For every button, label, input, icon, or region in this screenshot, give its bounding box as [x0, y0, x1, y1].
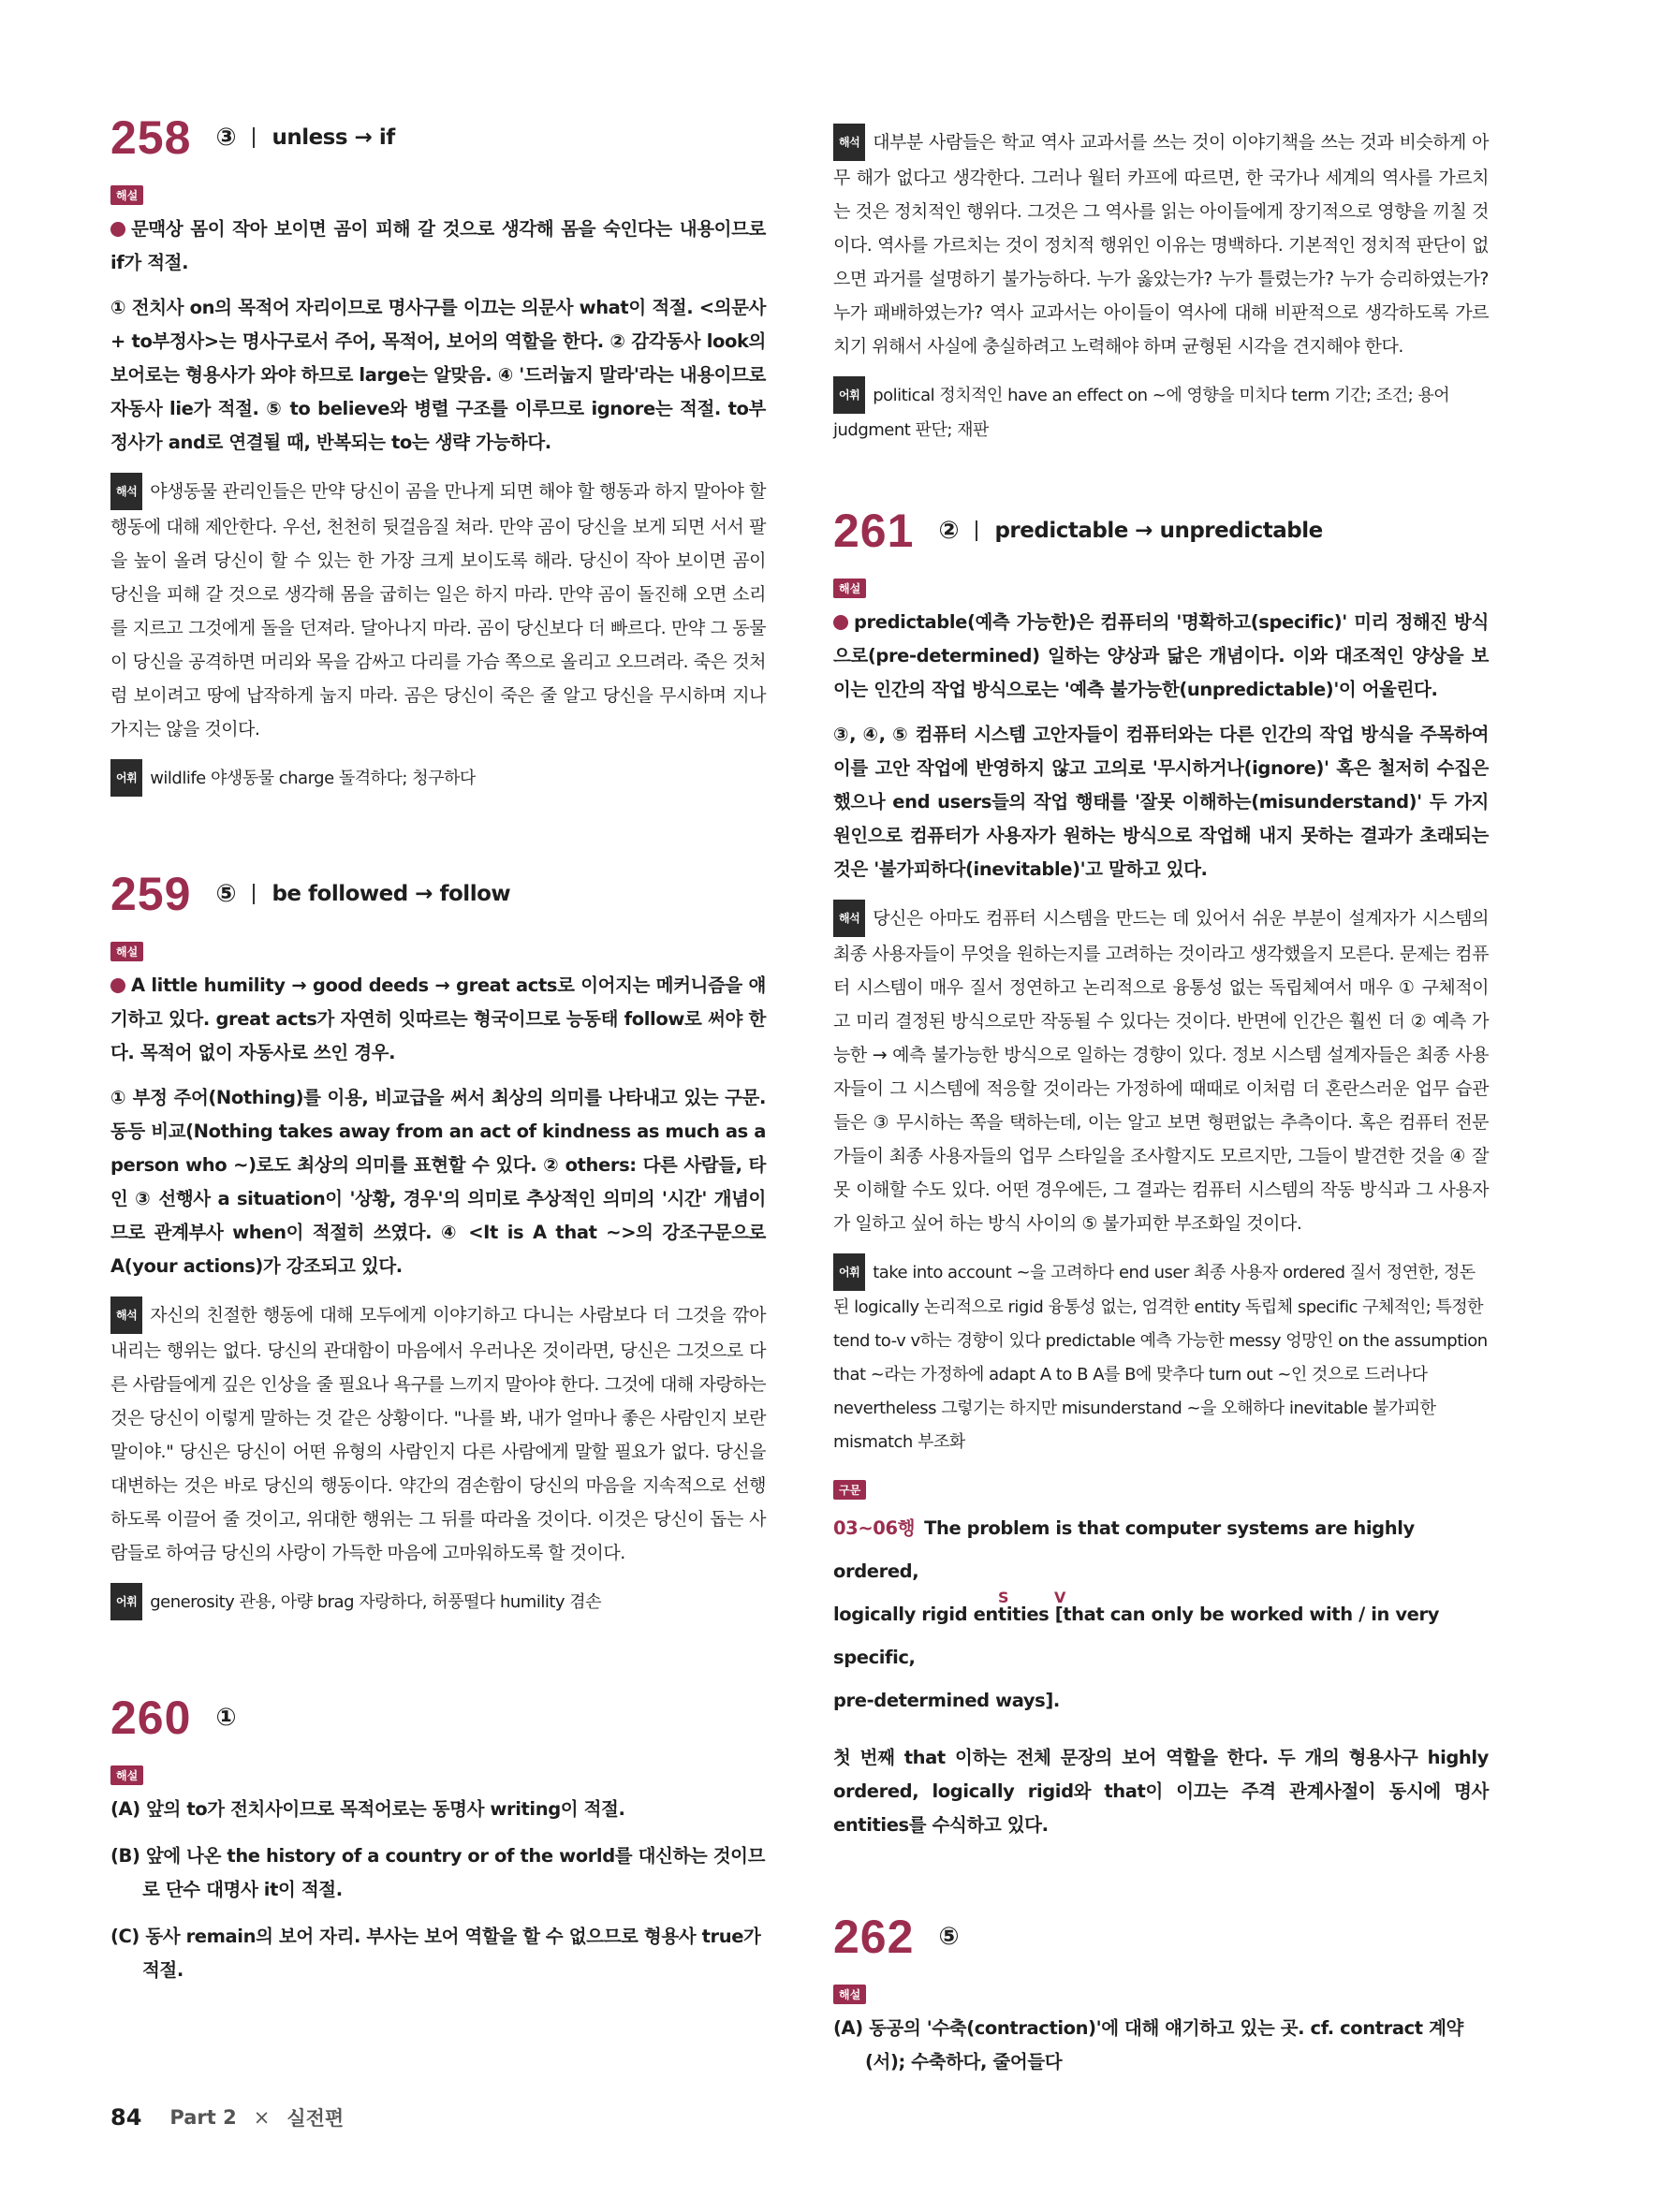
explanation-badge: 해설: [833, 579, 866, 598]
page-footer: [110, 2103, 344, 2131]
explanation-options: ③, ④, ⑤ 컴퓨터 시스템 고안자들이 컴퓨터와는 다른 인간의 작업 방식을 주목하여 이를 고안 작업에 반영하지 않고 고의로 '무시하거나(ignore)' 혹은 철저히 수집은 했으나 end users들의 작업 행태를 '잘못 이해하는(misunderstand)' 두 가지 원인으로 컴퓨터가 사용자가 원하는 방식으로 작업해 내지 못하는 결과가 초래되는 것은 '불가피하다(inevitable)'고 말하고 있다.: [833, 724, 1489, 880]
translation: 해석 자신의 친절한 행동에 대해 모두에게 이야기하고 다니는 사람보다 더 그것을 깎아내리는 행위는 없다. 당신의 관대함이 마음에서 우러나온 것이라면, 당신은 그것으로 다른 사람들에게 깊은 인상을 줄 필요나 욕구를 느끼지 말아야 한다. 그것에 대해 자랑하는 것은 당신이 이렇게 말하는 것 같은 상황이다. "나를 봐, 내가 얼마나 좋은 사람인지 보란 말이야." 당신은 당신이 어떤 유형의 사람인지 다른 사람에게 말할 필요가 없다. 당신을 대변하는 것은 바로 당신의 행동이다. 약간의 겸손함이 당신의 마음을 지속적으로 선행하도록 이끌어 줄 것이고, 위대한 행위는 그 뒤를 따라올 것이다. 이것은 당신이 돕는 사람들로 하여금 당신의 사랑이 가득한 마음에 고마워하도록 할 것이다.: [110, 1296, 766, 1570]
explanation-badge: 해설: [833, 1985, 866, 2004]
explanation-item-a: (A) 동공의 '수축(contraction)'에 대해 얘기하고 있는 곳. cf. contract 계약(서); 수축하다, 줄어들다: [833, 2017, 1463, 2073]
translation-badge: 해석: [110, 1296, 142, 1334]
translation: 해석 당신은 아마도 컴퓨터 시스템을 만드는 데 있어서 쉬운 부분이 설계자가 시스템의 최종 사용자들이 무엇을 원하는지를 고려하는 것이라고 생각했을지 모른다. 문제는 컴퓨터 시스템이 매우 질서 정연하고 논리적으로 융통성 없는 독립체여서 매우 ① 구체적이고 미리 결정된 방식으로만 작동될 수 있다는 것이다. 반면에 인간은 훨씬 더 ② 예측 가능한 → 예측 불가능한 방식으로 일하는 경향이 있다. 정보 시스템 설계자들은 최종 사용자들이 그 시스템에 적응할 것이라는 가정하에 때때로 이처럼 더 혼란스러운 업무 습관들은 ③ 무시하는 쪽을 택하는데, 이는 알고 보면 형편없는 추측이다. 혹은 컴퓨터 전문가들이 최종 사용자들의 업무 스타일을 조사할지도 모르지만, 그들이 발견한 것을 ④ 잘못 이해할 수도 있다. 어떤 경우에든, 그 결과는 컴퓨터 시스템의 작동 방식과 그 사용자가 일하고 싶어 하는 방식 사이의 ⑤ 불가피한 부조화일 것이다.: [833, 900, 1489, 1240]
question-260-header: [110, 1691, 766, 1745]
explanation-options: ① 부정 주어(Nothing)를 이용, 비교급을 써서 최상의 의미를 나타내고 있는 구문. 동등 비교(Nothing takes away from an act of kindness as much as a person who ~)로도 최상의 의미를 표현할 수 있다. ② others: 다른 사람들, 타인 ③ 선행사 a situation이 '상황, 경우'의 의미로 추상적인 의미의 '시간' 개념이므로 관계부사 when이 적절히 쓰였다. ④ <It is A that ~>의 강조구문으로 A(your actions)가 강조되고 있다.: [110, 1087, 766, 1277]
vocabulary-260: 어휘 political 정치적인 have an effect on ~에 영향을 미치다 term 기간; 조건; 용어 judgment 판단; 재판: [833, 376, 1489, 447]
vocabulary-badge: 어휘: [833, 1253, 865, 1291]
subject-marker: S: [998, 1589, 1009, 1606]
translation-badge: 해석: [833, 124, 865, 161]
translation-260: 해석 대부분 사람들은 학교 역사 교과서를 쓰는 것이 이야기책을 쓰는 것과 비슷하게 아무 해가 없다고 생각한다. 그러나 월터 카프에 따르면, 한 국가나 세계의 역사를 가르치는 것은 정치적인 행위다. 그것은 그 역사를 읽는 아이들에게 장기적으로 영향을 끼칠 것이다. 역사를 가르치는 것이 정치적 행위인 이유는 명백하다. 기본적인 정치적 판단이 없으면 과거를 설명하기 불가능하다. 누가 옳았는가? 누가 틀렸는가? 누가 승리하였는가? 누가 패배하였는가? 역사 교과서는 아이들이 역사에 대해 비판적으로 생각하도록 가르치기 위해서 사실에 충실하려고 노력해야 하며 균형된 시각을 견지해야 한다.: [833, 124, 1489, 363]
explanation-item-c: (C) 동사 remain의 보어 자리. 부사는 보어 역할을 할 수 없으므로 형용사 true가 적절.: [110, 1926, 761, 1981]
answer-number: ②: [938, 517, 960, 545]
right-column: [833, 124, 1489, 2092]
translation: 해석 야생동물 관리인들은 만약 당신이 곰을 만나게 되면 해야 할 행동과 하지 말아야 할 행동에 대해 제안한다. 우선, 천천히 뒷걸음질 쳐라. 만약 곰이 당신을 보게 되면 서서 팔을 높이 올려 당신이 할 수 있는 한 가장 크게 보이도록 해라. 당신이 작아 보이면 곰이 당신을 피해 갈 것으로 생각해 몸을 굽히는 일은 하지 마라. 만약 곰이 돌진해 오면 소리를 지르고 그것에게 돌을 던져라. 달아나지 마라. 곰이 당신보다 더 빠르다. 만약 그 동물이 당신을 공격하면 머리와 목을 감싸고 다리를 가슴 쪽으로 올리고 오므려라. 죽은 것처럼 보이려고 땅에 납작하게 눕지 마라. 곰은 당신이 죽은 줄 알고 당신을 무시하며 지나가지는 않을 것이다.: [110, 473, 766, 746]
section-label: 실전편: [286, 2107, 345, 2130]
verb-marker: V: [1054, 1589, 1065, 1606]
explanation-main: predictable(예측 가능한)은 컴퓨터의 '명확하고(specific)' 미리 정해진 방식으로(pre-determined) 일하는 양상과 닮은 개념이다. 이와 대조적인 양상을 보이는 인간의 작업 방식으로는 '예측 불가능한(unpredictable)'이 어울린다.: [833, 611, 1489, 700]
vocabulary: 어휘 take into account ~을 고려하다 end user 최종 사용자 ordered 질서 정연한, 정돈된 logically 논리적으로 rigid 융통성 없는, 엄격한 entity 독립체 specific 구체적인; 특정한 tend to-v v하는 경향이 있다 predictable 예측 가능한 messy 엉망인 on the assumption that ~라는 가정하에 adapt A to B A를 B에 맞추다 turn out ~인 것으로 드러나다 nevertheless 그렇기는 하지만 misunderstand ~을 오해하다 inevitable 불가피한 mismatch 부조화: [833, 1253, 1489, 1459]
answer-change: unless → if: [272, 125, 395, 150]
translation-badge: 해석: [110, 473, 142, 510]
explanation-options: ① 전치사 on의 목적어 자리이므로 명사구를 이끄는 의문사 what이 적절. <의문사 + to부정사>는 명사구로서 주어, 목적어, 보어의 역할을 한다. ② 감각동사 look의 보어로는 형용사가 와야 하므로 large는 알맞음. ④ '드러눕지 말라'라는 내용이므로 자동사 lie가 적절. ⑤ to believe와 병렬 구조를 이루므로 ignore는 적절. to부정사가 and로 연결될 때, 반복되는 to는 생략 가능하다.: [110, 297, 766, 453]
vocabulary-badge: 어휘: [110, 1583, 142, 1620]
question-number: 258: [110, 111, 192, 164]
question-number: 259: [110, 868, 192, 920]
answer-number: ③: [215, 124, 237, 152]
grammar-analysis: [833, 1507, 1489, 1722]
vocabulary-badge: 어휘: [833, 376, 865, 414]
bullet-icon: [110, 222, 125, 237]
grammar-line-range: 03~06행: [833, 1517, 916, 1539]
answer-number: ⑤: [938, 1923, 960, 1951]
grammar-note: 첫 번째 that 이하는 전체 문장의 보어 역할을 한다. 두 개의 형용사구 highly ordered, logically rigid와 that이 이끄는 주격 관계사절이 동시에 명사 entities를 수식하고 있다.: [833, 1747, 1489, 1836]
question-262-header: [833, 1910, 1489, 1964]
explanation-item-a: (A) 앞의 to가 전치사이므로 목적어로는 동명사 writing이 적절.: [110, 1798, 625, 1820]
question-261-header: [833, 504, 1489, 558]
divider: [253, 127, 255, 148]
explanation-badge: 해설: [110, 1765, 143, 1785]
explanation-main: A little humility → good deeds → great acts로 이어지는 메커니즘을 얘기하고 있다. great acts가 자연히 잇따르는 형국이므로 능동태 follow로 써야 한다. 목적어 없이 자동사로 쓰인 경우.: [110, 974, 766, 1063]
vocabulary: 어휘 wildlife 야생동물 charge 돌격하다; 청구하다: [110, 759, 766, 797]
answer-change: be followed → follow: [272, 882, 511, 906]
grammar-badge: 구문: [833, 1480, 866, 1500]
explanation-main: 문맥상 몸이 작아 보이면 곰이 피해 갈 것으로 생각해 몸을 숙인다는 내용이므로 if가 적절.: [110, 218, 766, 273]
part-label: Part 2: [169, 2106, 237, 2129]
answer-change: predictable → unpredictable: [994, 519, 1323, 543]
explanation-badge: 해설: [110, 185, 143, 205]
divider: [253, 884, 255, 904]
translation-badge: 해석: [833, 900, 865, 937]
explanation-badge: 해설: [110, 942, 143, 961]
vocabulary: 어휘 generosity 관용, 아량 brag 자랑하다, 허풍떨다 humility 겸손: [110, 1583, 766, 1620]
page-number: 84: [110, 2104, 142, 2131]
divider: [976, 520, 977, 541]
grammar-line-1: The problem is that computer systems are highly ordered,: [833, 1517, 1415, 1582]
question-258-header: [110, 110, 766, 165]
question-number: 260: [110, 1692, 192, 1744]
explanation-item-b: (B) 앞에 나온 the history of a country or of the world를 대신하는 것이므로 단수 대명사 it이 적절.: [110, 1845, 766, 1900]
answer-number: ⑤: [215, 880, 237, 908]
grammar-line-2: logically rigid entities [that can only be worked with / in very specific,: [833, 1604, 1440, 1668]
separator: ×: [253, 2106, 271, 2129]
answer-number: ①: [215, 1704, 237, 1732]
left-column: [110, 110, 766, 2000]
bullet-icon: [833, 615, 848, 630]
question-259-header: [110, 867, 766, 921]
question-number: 262: [833, 1911, 915, 1963]
vocabulary-badge: 어휘: [110, 759, 142, 797]
grammar-line-3: pre-determined ways].: [833, 1690, 1060, 1711]
question-number: 261: [833, 505, 915, 557]
bullet-icon: [110, 978, 125, 993]
